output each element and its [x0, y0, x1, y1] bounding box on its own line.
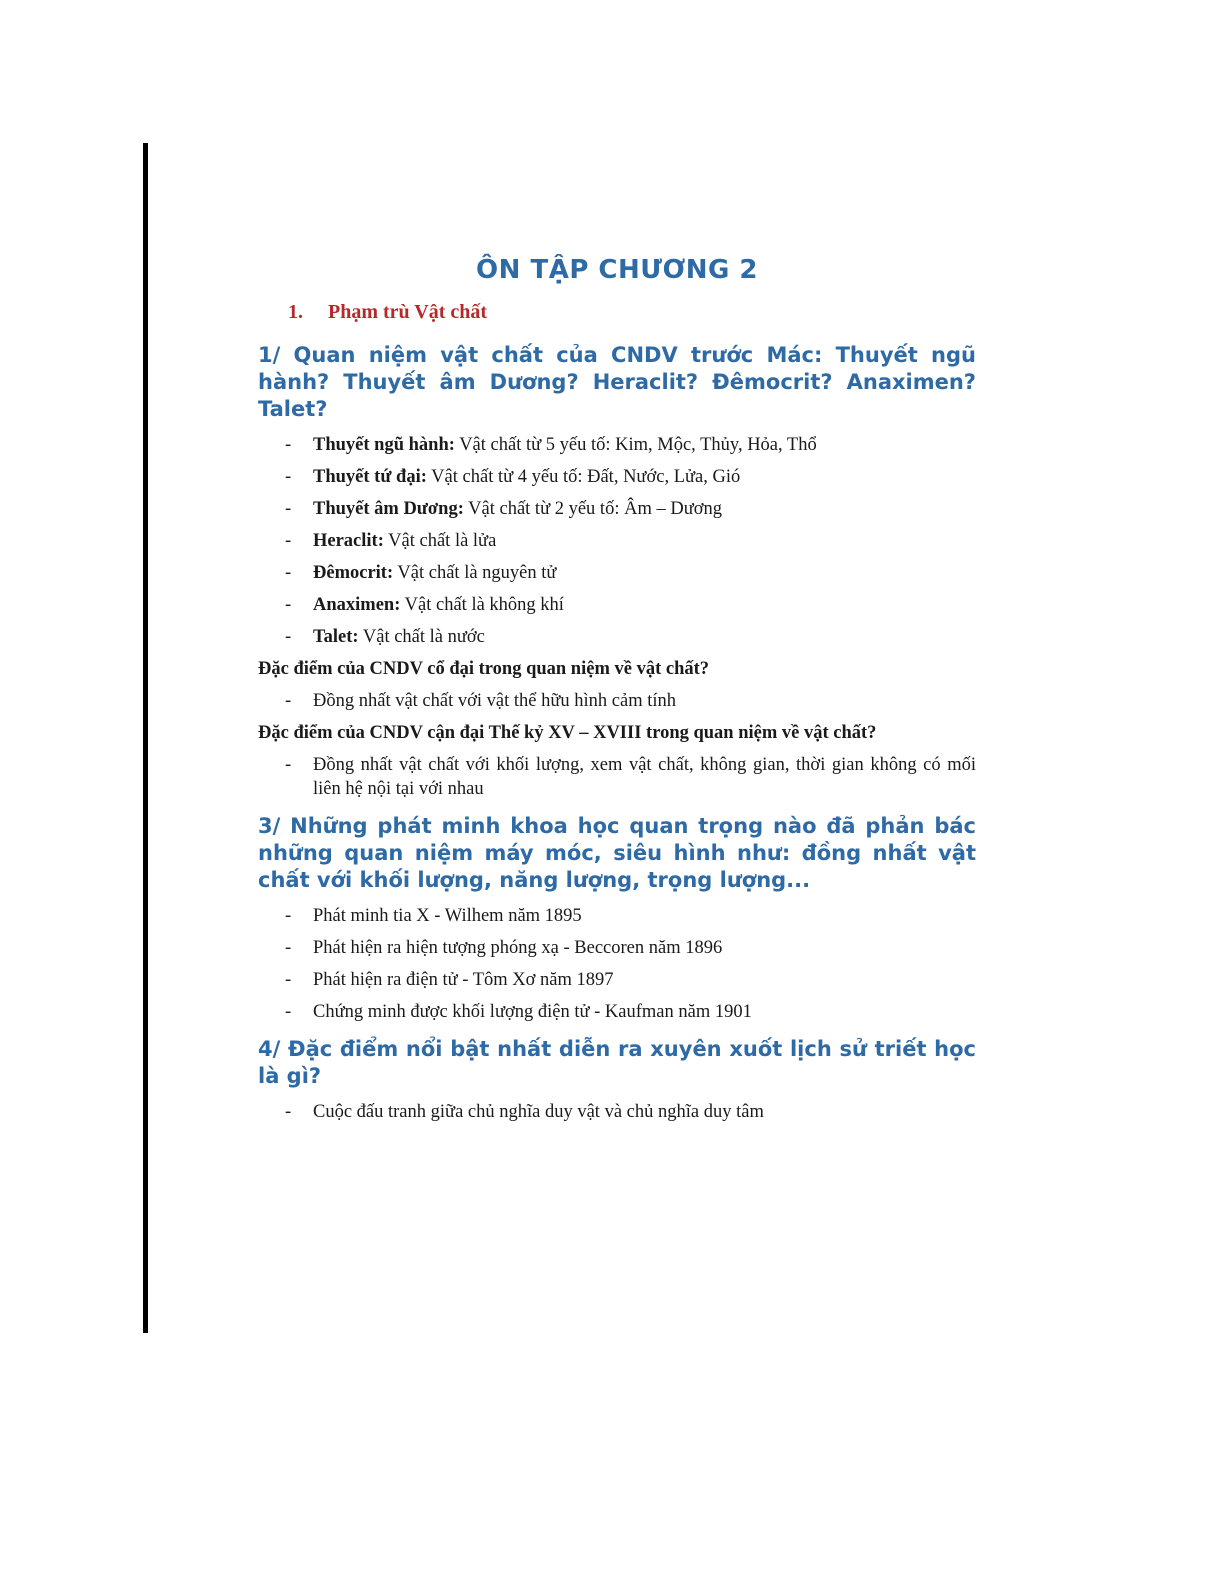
list-item: - Thuyết ngũ hành: Vật chất từ 5 yếu tố: Kim, Mộc, Thủy, Hỏa, Thổ: [285, 435, 817, 455]
list-item: - Anaximen: Vật chất là không khí: [285, 595, 564, 615]
list-item: - Phát minh tia X - Wilhem năm 1895: [285, 906, 582, 926]
list-item: - Heraclit: Vật chất là lửa: [285, 531, 497, 551]
list-item: - Đồng nhất vật chất với khối lượng, xem vật chất, không gian, thời gian không có mối liên hệ nội tại với nhau: [285, 755, 976, 799]
list-item: - Phát hiện ra hiện tượng phóng xạ - Beccoren năm 1896: [285, 938, 723, 958]
section-label: Phạm trù Vật chất: [328, 301, 488, 323]
list-item: - Đồng nhất vật chất với vật thể hữu hình cảm tính: [285, 691, 677, 711]
subquestion-ancient: Đặc điểm của CNDV cổ đại trong quan niệm về vật chất?: [258, 659, 710, 679]
question-1-list: [258, 433, 976, 649]
question-3-list: [258, 904, 976, 1024]
subquestion-modern-list: [258, 753, 976, 801]
page-left-border: [143, 143, 148, 1333]
question-3-heading: 3/ Những phát minh khoa học quan trọng nào đã phản bác những quan niệm máy móc, siêu hình như: đồng nhất vật chất với khối lượng, năng lượng, trọng lượng...: [258, 814, 976, 892]
page-title: ÔN TẬP CHƯƠNG 2: [476, 255, 758, 285]
question-4-list: [258, 1100, 976, 1124]
subquestion-modern: Đặc điểm của CNDV cận đại Thế kỷ XV – XVIII trong quan niệm về vật chất?: [258, 723, 877, 743]
section-heading: [288, 301, 976, 324]
list-item: - Cuộc đấu tranh giữa chủ nghĩa duy vật và chủ nghĩa duy tâm: [285, 1102, 764, 1122]
list-item: - Chứng minh được khối lượng điện tử - Kaufman năm 1901: [285, 1002, 752, 1022]
question-4-heading: 4/ Đặc điểm nổi bật nhất diễn ra xuyên xuốt lịch sử triết học là gì?: [258, 1037, 976, 1088]
question-1-heading: 1/ Quan niệm vật chất của CNDV trước Mác: Thuyết ngũ hành? Thuyết âm Dương? Heraclit? Đêmocrit? Anaximen? Talet?: [258, 343, 976, 421]
list-item: - Thuyết âm Dương: Vật chất từ 2 yếu tố: Âm – Dương: [285, 499, 723, 519]
document-content: [258, 255, 976, 1132]
list-item: - Phát hiện ra điện tử - Tôm Xơ năm 1897: [285, 970, 614, 990]
list-item: - Talet: Vật chất là nước: [285, 627, 485, 647]
section-number: 1.: [288, 301, 303, 323]
list-item: - Thuyết tứ đại: Vật chất từ 4 yếu tố: Đất, Nước, Lửa, Gió: [285, 467, 741, 487]
subquestion-ancient-list: [258, 689, 976, 713]
list-item: - Đêmocrit: Vật chất là nguyên tử: [285, 563, 557, 583]
